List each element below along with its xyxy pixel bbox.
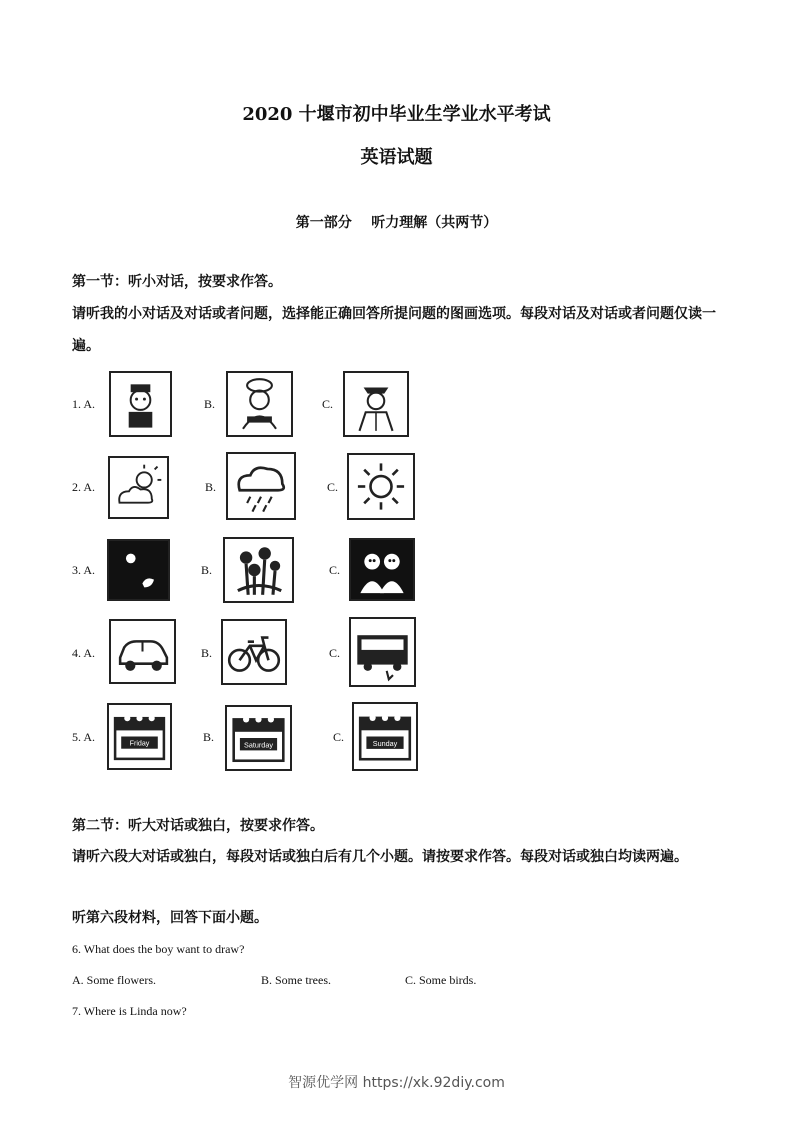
sunny-icon <box>347 453 415 520</box>
exam-title: 2020 十堰市初中毕业生学业水平考试 <box>242 104 551 125</box>
q4-option-c-label: C. <box>329 646 341 660</box>
people-icon <box>349 538 415 601</box>
q1-option-a-label: 1. A. <box>72 397 96 411</box>
q1-option-b-label: B. <box>204 397 216 411</box>
q2-option-a-label: 2. A. <box>72 480 96 494</box>
calendar-friday-label: Friday <box>129 739 150 748</box>
q5-option-c-label: C. <box>333 730 345 744</box>
q4-option-a-label: 4. A. <box>72 646 96 660</box>
q6-option-c: C. Some birds. <box>405 973 477 987</box>
exam-subtitle: 英语试题 <box>360 147 433 168</box>
q6-text: 6. What does the boy want to draw? <box>72 942 245 956</box>
q3-option-c-label: C. <box>329 563 341 577</box>
q4-option-b-label: B. <box>201 646 213 660</box>
footer-watermark: 智源优学网 https://xk.92diy.com <box>288 1075 505 1091</box>
q7-text: 7. Where is Linda now? <box>72 1004 187 1018</box>
bicycle-icon <box>221 619 287 685</box>
q6-option-a: A. Some flowers. <box>72 973 156 987</box>
calendar-saturday-icon <box>225 705 292 771</box>
section2-heading: 第二节：听大对话或独白，按要求作答。 <box>72 818 324 834</box>
q5-option-b-label: B. <box>203 730 215 744</box>
q6-option-b: B. Some trees. <box>261 973 331 987</box>
section2-material: 听第六段材料，回答下面小题。 <box>72 910 268 926</box>
flowers-icon <box>223 537 294 603</box>
calendar-saturday-label: Saturday <box>244 740 273 750</box>
cook-icon <box>109 371 172 437</box>
q3-option-a-label: 3. A. <box>72 563 96 577</box>
q2-option-c-label: C. <box>327 480 339 494</box>
baker-icon <box>226 371 293 437</box>
car-icon <box>109 619 176 684</box>
calendar-sunday-icon <box>352 702 418 771</box>
section1-instruction: 请听我的小对话及对话或者问题，选择能正确回答所提问题的图画选项。每段对话及对话或者问题仅读一遍。 <box>72 306 716 354</box>
q1-option-c-label: C. <box>322 397 334 411</box>
calendar-sunday-label: Sunday <box>372 738 398 748</box>
cloudy-icon <box>108 456 169 519</box>
part-heading: 第一部分 听力理解（共两节） <box>295 215 498 231</box>
q2-option-b-label: B. <box>205 480 217 494</box>
police-officer-icon <box>343 371 409 437</box>
section1-heading: 第一节：听小对话，按要求作答。 <box>72 274 282 290</box>
night-scene-icon <box>107 539 170 601</box>
rainy-icon <box>226 452 296 520</box>
calendar-friday-icon <box>107 703 172 770</box>
q3-option-b-label: B. <box>201 563 213 577</box>
q5-option-a-label: 5. A. <box>72 730 96 744</box>
bus-icon <box>349 617 416 687</box>
section2-instruction: 请听六段大对话或独白，每段对话或独白后有几个小题。请按要求作答。每段对话或独白均读两遍。 <box>72 849 688 865</box>
